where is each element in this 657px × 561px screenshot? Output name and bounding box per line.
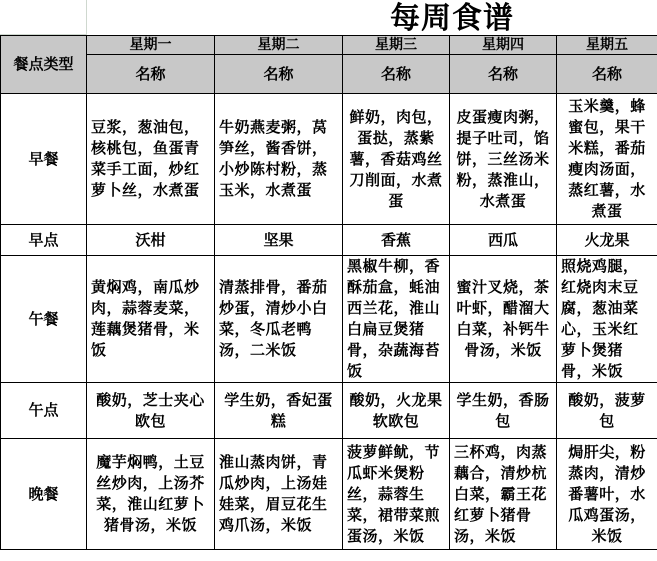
table-row-lunch xyxy=(1,256,657,383)
menu-cell[interactable]: 火龙果 xyxy=(557,225,657,256)
meal-label-morning-snack[interactable]: 早点 xyxy=(1,225,87,256)
menu-cell[interactable]: 焗肝尖，粉蒸肉，清炒番薯叶，水瓜鸡蛋汤，米饭 xyxy=(557,439,657,550)
day-header-thu[interactable]: 星期四 xyxy=(450,36,557,55)
menu-cell[interactable]: 西瓜 xyxy=(450,225,557,256)
menu-cell[interactable]: 三杯鸡，肉蒸藕合，清炒杭白菜，霸王花红萝卜猪骨汤，米饭 xyxy=(450,439,557,550)
menu-cell[interactable]: 学生奶，香妃蛋糕 xyxy=(215,383,343,439)
day-header-tue[interactable]: 星期二 xyxy=(215,36,343,55)
menu-cell[interactable]: 魔芋焖鸭，土豆丝炒肉，上汤芥菜，淮山红萝卜猪骨汤，米饭 xyxy=(87,439,215,550)
meal-label-dinner[interactable]: 晚餐 xyxy=(1,439,87,550)
name-header[interactable]: 名称 xyxy=(87,55,215,94)
menu-cell[interactable]: 照烧鸡腿，红烧肉末豆腐，葱油菜心，玉米红萝卜煲猪骨，米饭 xyxy=(557,256,657,383)
table-row-afternoon-snack xyxy=(1,383,657,439)
menu-cell[interactable]: 豆浆，葱油包，核桃包，鱼蛋青菜手工面，炒红萝卜丝，水煮蛋 xyxy=(87,94,215,225)
page-title: 每周食谱 xyxy=(390,1,514,36)
menu-cell[interactable]: 酸奶，菠萝包 xyxy=(557,383,657,439)
table-row-breakfast xyxy=(1,94,657,225)
menu-cell[interactable]: 黑椒牛柳，香酥茄盒，蚝油西兰花，淮山白扁豆煲猪骨，杂蔬海苔饭 xyxy=(343,256,450,383)
name-header[interactable]: 名称 xyxy=(215,55,343,94)
menu-cell[interactable]: 香蕉 xyxy=(343,225,450,256)
day-header-fri[interactable]: 星期五 xyxy=(557,36,657,55)
name-header[interactable]: 名称 xyxy=(343,55,450,94)
grid-line xyxy=(86,0,87,36)
menu-cell[interactable]: 鲜奶，肉包，蛋挞，蒸紫薯，香菇鸡丝刀削面，水煮蛋 xyxy=(343,94,450,225)
menu-cell[interactable]: 酸奶，火龙果软欧包 xyxy=(343,383,450,439)
day-header-mon[interactable]: 星期一 xyxy=(87,36,215,55)
menu-cell[interactable]: 学生奶，香肠包 xyxy=(450,383,557,439)
menu-cell[interactable]: 沃柑 xyxy=(87,225,215,256)
menu-cell[interactable]: 牛奶燕麦粥，莴笋丝，酱香饼，小炒陈村粉，蒸玉米，水煮蛋 xyxy=(215,94,343,225)
menu-cell[interactable]: 蜜汁叉烧，茶叶虾，醋溜大白菜，补钙牛骨汤，米饭 xyxy=(450,256,557,383)
meal-type-header[interactable]: 餐点类型 xyxy=(1,36,87,94)
name-header[interactable]: 名称 xyxy=(450,55,557,94)
table-row-dinner xyxy=(1,439,657,550)
menu-cell[interactable]: 淮山蒸肉饼，青瓜炒肉，上汤娃娃菜，眉豆花生鸡爪汤，米饭 xyxy=(215,439,343,550)
menu-cell[interactable]: 菠萝鲜鱿，节瓜虾米煲粉丝，蒜蓉生菜，裙带菜煎蛋汤，米饭 xyxy=(343,439,450,550)
menu-cell[interactable]: 皮蛋瘦肉粥，提子吐司，馅饼，三丝汤米粉，蒸淮山，水煮蛋 xyxy=(450,94,557,225)
table-row-morning-snack xyxy=(1,225,657,256)
day-header-wed[interactable]: 星期三 xyxy=(343,36,450,55)
menu-cell[interactable]: 清蒸排骨，番茄炒蛋，清炒小白菜，冬瓜老鸭汤，二米饭 xyxy=(215,256,343,383)
menu-cell[interactable]: 黄焖鸡，南瓜炒肉，蒜蓉麦菜，莲藕煲猪骨，米饭 xyxy=(87,256,215,383)
meal-label-lunch[interactable]: 午餐 xyxy=(1,256,87,383)
menu-cell[interactable]: 酸奶，芝士夹心欧包 xyxy=(87,383,215,439)
weekly-menu-table xyxy=(0,35,657,550)
name-header[interactable]: 名称 xyxy=(557,55,657,94)
menu-cell[interactable]: 玉米羹，蜂蜜包，果干米糕，番茄瘦肉汤面，蒸红薯，水煮蛋 xyxy=(557,94,657,225)
meal-label-breakfast[interactable]: 早餐 xyxy=(1,94,87,225)
menu-cell[interactable]: 坚果 xyxy=(215,225,343,256)
meal-label-afternoon-snack[interactable]: 午点 xyxy=(1,383,87,439)
